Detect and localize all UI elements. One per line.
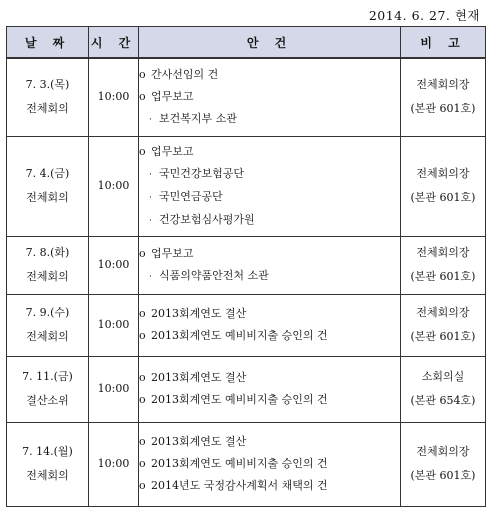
table-row	[7, 294, 486, 356]
time-cell: 10:00	[89, 356, 139, 422]
agenda-cell	[139, 58, 401, 136]
date-cell	[7, 58, 89, 136]
note-cell	[401, 294, 486, 356]
header-row	[7, 27, 486, 59]
bullet-icon: o	[139, 435, 146, 448]
meeting-date: 7. 14.(월)	[22, 445, 73, 458]
agenda-cell	[139, 356, 401, 422]
meeting-type: 전체회의	[26, 191, 69, 204]
dot-icon: ·	[149, 192, 152, 203]
date-cell	[7, 294, 89, 356]
note-cell	[401, 356, 486, 422]
agenda-subitem: · 건강보험심사평가원	[139, 209, 400, 232]
agenda-cell	[139, 236, 401, 294]
agenda-subitem: · 식품의약품안전처 소관	[139, 265, 400, 288]
agenda-cell	[139, 422, 401, 506]
agenda-item: o 2013회계연도 예비비지출 승인의 건	[139, 325, 400, 347]
agenda-item: o 2013회계연도 결산	[139, 431, 400, 453]
note-cell	[401, 236, 486, 294]
room-detail: (본관 601호)	[410, 270, 476, 283]
agenda-item: o 2013회계연도 예비비지출 승인의 건	[139, 389, 400, 411]
header-note: 비 고	[401, 27, 486, 59]
time-cell: 10:00	[89, 422, 139, 506]
time-cell: 10:00	[89, 58, 139, 136]
table-row	[7, 58, 486, 136]
meeting-date: 7. 9.(수)	[25, 306, 70, 319]
room-detail: (본관 601호)	[410, 191, 476, 204]
agenda-subitem: · 보건복지부 소관	[139, 108, 400, 131]
note-cell	[401, 136, 486, 236]
agenda-item: o 2013회계연도 예비비지출 승인의 건	[139, 453, 400, 475]
table-row	[7, 136, 486, 236]
room-detail: (본관 601호)	[410, 102, 476, 116]
header-date: 날 짜	[7, 27, 89, 59]
bullet-icon: o	[139, 393, 146, 406]
meeting-type: 전체회의	[26, 270, 69, 283]
meeting-date: 7. 4.(금)	[25, 167, 70, 180]
meeting-date: 7. 3.(목)	[25, 78, 70, 92]
meeting-type: 전체회의	[26, 102, 69, 116]
agenda-item: o 업무보고	[139, 86, 400, 108]
bullet-icon: o	[139, 89, 146, 103]
meeting-type: 전체회의	[26, 469, 69, 482]
bullet-icon: o	[139, 67, 146, 81]
as-of-date: 2014. 6. 27. 현재	[368, 8, 480, 23]
dot-icon: ·	[149, 114, 152, 125]
room-name: 전체회의장	[416, 445, 470, 458]
dot-icon: ·	[149, 271, 152, 282]
time-cell: 10:00	[89, 136, 139, 236]
agenda-item: o 업무보고	[139, 141, 400, 163]
date-cell	[7, 136, 89, 236]
bullet-icon: o	[139, 246, 146, 260]
bullet-icon: o	[139, 144, 146, 158]
date-cell	[7, 236, 89, 294]
header-agenda: 안 건	[139, 27, 401, 59]
room-detail: (본관 601호)	[410, 330, 476, 343]
meeting-date: 7. 8.(화)	[25, 246, 70, 259]
date-cell	[7, 356, 89, 422]
committee-schedule-table	[6, 26, 486, 507]
note-cell	[401, 422, 486, 506]
meeting-type: 전체회의	[26, 330, 69, 343]
table-row	[7, 422, 486, 506]
bullet-icon: o	[139, 371, 146, 384]
room-name: 전체회의장	[416, 306, 470, 319]
table-row	[7, 356, 486, 422]
room-name: 소회의실	[421, 370, 465, 383]
room-detail: (본관 654호)	[410, 394, 476, 407]
agenda-cell	[139, 136, 401, 236]
room-name: 전체회의장	[416, 167, 470, 180]
agenda-cell	[139, 294, 401, 356]
time-cell: 10:00	[89, 294, 139, 356]
bullet-icon: o	[139, 329, 146, 342]
agenda-item: o 2013회계연도 결산	[139, 303, 400, 325]
header-time: 시 간	[89, 27, 139, 59]
date-cell	[7, 422, 89, 506]
table-row	[7, 236, 486, 294]
meeting-date: 7. 11.(금)	[22, 370, 73, 383]
bullet-icon: o	[139, 457, 146, 470]
time-cell: 10:00	[89, 236, 139, 294]
room-name: 전체회의장	[416, 78, 470, 92]
room-name: 전체회의장	[416, 246, 470, 259]
dot-icon: ·	[149, 215, 152, 226]
dot-icon: ·	[149, 169, 152, 180]
agenda-subitem: · 국민건강보험공단	[139, 163, 400, 186]
agenda-item: o 2014년도 국정감사계획서 채택의 건	[139, 475, 400, 497]
meeting-type: 결산소위	[26, 394, 69, 407]
agenda-subitem: · 국민연금공단	[139, 186, 400, 209]
agenda-item: o 2013회계연도 결산	[139, 367, 400, 389]
bullet-icon: o	[139, 479, 146, 492]
agenda-item: o 업무보고	[139, 243, 400, 265]
note-cell	[401, 58, 486, 136]
room-detail: (본관 601호)	[410, 469, 476, 482]
bullet-icon: o	[139, 307, 146, 320]
agenda-item: o 간사선임의 건	[139, 64, 400, 86]
